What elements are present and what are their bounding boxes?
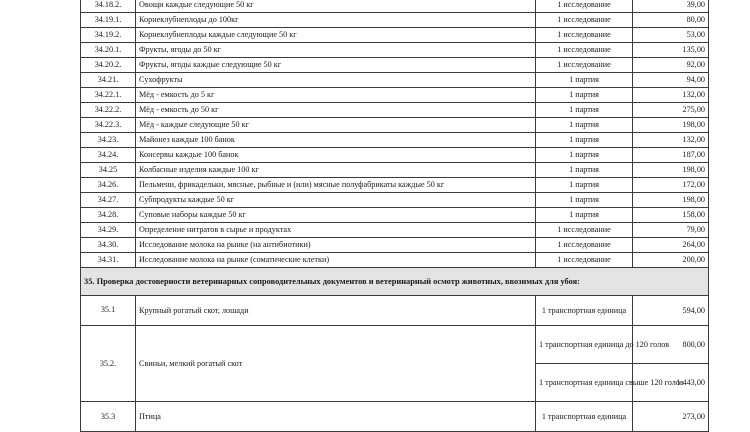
- table-row: [81, 43, 709, 58]
- row-name: Крупный рогатый скот, лошади: [136, 296, 536, 326]
- row-number: 34.30.: [81, 238, 136, 253]
- row-number: 34.25: [81, 163, 136, 178]
- row-unit: 1 транспортная единица до 120 голов: [536, 326, 633, 364]
- row-name: Мёд - емкость до 5 кг: [136, 88, 536, 103]
- row-price: 132,00: [633, 88, 709, 103]
- row-price: 273,00: [633, 402, 709, 432]
- row-price: 1 443,00: [633, 364, 709, 402]
- row-unit: 1 исследование: [536, 0, 633, 13]
- row-unit: 1 партия: [536, 208, 633, 223]
- row-unit: 1 исследование: [536, 28, 633, 43]
- row-name: Мёд - емкость до 50 кг: [136, 103, 536, 118]
- row-number: 35.3: [81, 402, 136, 432]
- row-price: 94,00: [633, 73, 709, 88]
- table-row: [81, 148, 709, 163]
- table-row: [81, 178, 709, 193]
- row-number: 34.18.2.: [81, 0, 136, 13]
- row-price: 275,00: [633, 103, 709, 118]
- row-price: 187,00: [633, 148, 709, 163]
- row-name: Исследование молока на рынке (на антибиотики): [136, 238, 536, 253]
- table-row: [81, 208, 709, 223]
- section-title: 35. Проверка достоверности ветеринарных сопроводительных документов и ветеринарный осмотр животных, ввозимых для убоя:: [81, 268, 709, 296]
- row-name: Фрукты, ягоды до 50 кг: [136, 43, 536, 58]
- row-unit: 1 исследование: [536, 253, 633, 268]
- row-price: 172,00: [633, 178, 709, 193]
- section-header-row: [81, 268, 709, 296]
- row-price: 53,00: [633, 28, 709, 43]
- table-row: [81, 73, 709, 88]
- row-unit: 1 партия: [536, 178, 633, 193]
- row-name: Овощи каждые следующие 50 кг: [136, 0, 536, 13]
- row-name: Мёд - каждые следующие 50 кг: [136, 118, 536, 133]
- row-number: 34.24.: [81, 148, 136, 163]
- row-number: 35.1: [81, 296, 136, 326]
- table-row: [81, 296, 709, 326]
- row-price: 135,00: [633, 43, 709, 58]
- table-row: [81, 326, 709, 364]
- section-35: [81, 268, 709, 432]
- table-row: [81, 163, 709, 178]
- row-number: 34.23.: [81, 133, 136, 148]
- row-unit: 1 исследование: [536, 43, 633, 58]
- row-number: 34.31.: [81, 253, 136, 268]
- row-price: 198,00: [633, 118, 709, 133]
- row-number: 34.28.: [81, 208, 136, 223]
- row-number: 34.20.2.: [81, 58, 136, 73]
- row-price: 39,00: [633, 0, 709, 13]
- price-table: [80, 0, 709, 432]
- row-price: 132,00: [633, 133, 709, 148]
- row-number: 34.22.1.: [81, 88, 136, 103]
- table-row: [81, 133, 709, 148]
- row-name: Колбасные изделия каждые 100 кг: [136, 163, 536, 178]
- row-unit: 1 исследование: [536, 58, 633, 73]
- table-row: [81, 28, 709, 43]
- row-unit: 1 исследование: [536, 13, 633, 28]
- row-unit: 1 транспортная единица: [536, 296, 633, 326]
- table-row: [81, 193, 709, 208]
- table-row: [81, 0, 709, 13]
- table-row: [81, 88, 709, 103]
- row-name: Майонез каждые 100 банок: [136, 133, 536, 148]
- row-number: 34.21.: [81, 73, 136, 88]
- row-number: 34.26.: [81, 178, 136, 193]
- table-row: [81, 118, 709, 133]
- row-price: 198,00: [633, 193, 709, 208]
- table-row: [81, 238, 709, 253]
- row-number: 34.20.1.: [81, 43, 136, 58]
- row-name: Суповые наборы каждые 50 кг: [136, 208, 536, 223]
- row-unit: 1 партия: [536, 73, 633, 88]
- row-name: Сухофрукты: [136, 73, 536, 88]
- row-name: Птица: [136, 402, 536, 432]
- row-name: Определение нитратов в сырье и продуктах: [136, 223, 536, 238]
- row-unit: 1 транспортная единица свыше 120 голов: [536, 364, 633, 402]
- table-row: [81, 253, 709, 268]
- table-row: [81, 103, 709, 118]
- row-price: 158,00: [633, 208, 709, 223]
- row-price: 594,00: [633, 296, 709, 326]
- row-unit: 1 исследование: [536, 223, 633, 238]
- row-name: Субпродукты каждые 50 кг: [136, 193, 536, 208]
- row-price: 200,00: [633, 253, 709, 268]
- table-row: [81, 402, 709, 432]
- table-row: [81, 58, 709, 73]
- row-price: 198,00: [633, 163, 709, 178]
- row-unit: 1 партия: [536, 88, 633, 103]
- row-number: 34.27.: [81, 193, 136, 208]
- row-unit: 1 партия: [536, 133, 633, 148]
- row-number: 34.29.: [81, 223, 136, 238]
- row-unit: 1 партия: [536, 118, 633, 133]
- row-name: Исследование молока на рынке (соматические клетки): [136, 253, 536, 268]
- row-name: Консервы каждые 100 банок: [136, 148, 536, 163]
- row-price: 79,00: [633, 223, 709, 238]
- row-unit: 1 транспортная единица: [536, 402, 633, 432]
- row-price: 264,00: [633, 238, 709, 253]
- row-name: Корнеклубнеплоды до 100кг: [136, 13, 536, 28]
- row-name: Фрукты, ягоды каждые следующие 50 кг: [136, 58, 536, 73]
- row-unit: 1 партия: [536, 163, 633, 178]
- row-price: 92,00: [633, 58, 709, 73]
- row-number: 34.19.1.: [81, 13, 136, 28]
- row-unit: 1 партия: [536, 193, 633, 208]
- row-name: Корнеклубнеплоды каждые следующие 50 кг: [136, 28, 536, 43]
- table-row: [81, 13, 709, 28]
- price-table-body: [81, 0, 709, 268]
- row-price: 800,00: [633, 326, 709, 364]
- row-name: Пельмени, фрикадельки, мясные, рыбные и (или) мясные полуфабрикаты каждые 50 кг: [136, 178, 536, 193]
- row-name: Свиньи, мелкий рогатый скот: [136, 326, 536, 402]
- row-number: 34.22.2.: [81, 103, 136, 118]
- row-unit: 1 партия: [536, 148, 633, 163]
- row-number: 34.19.2.: [81, 28, 136, 43]
- row-number: 35.2.: [81, 326, 136, 402]
- table-row: [81, 223, 709, 238]
- row-price: 80,00: [633, 13, 709, 28]
- row-number: 34.22.3.: [81, 118, 136, 133]
- row-unit: 1 партия: [536, 103, 633, 118]
- row-unit: 1 исследование: [536, 238, 633, 253]
